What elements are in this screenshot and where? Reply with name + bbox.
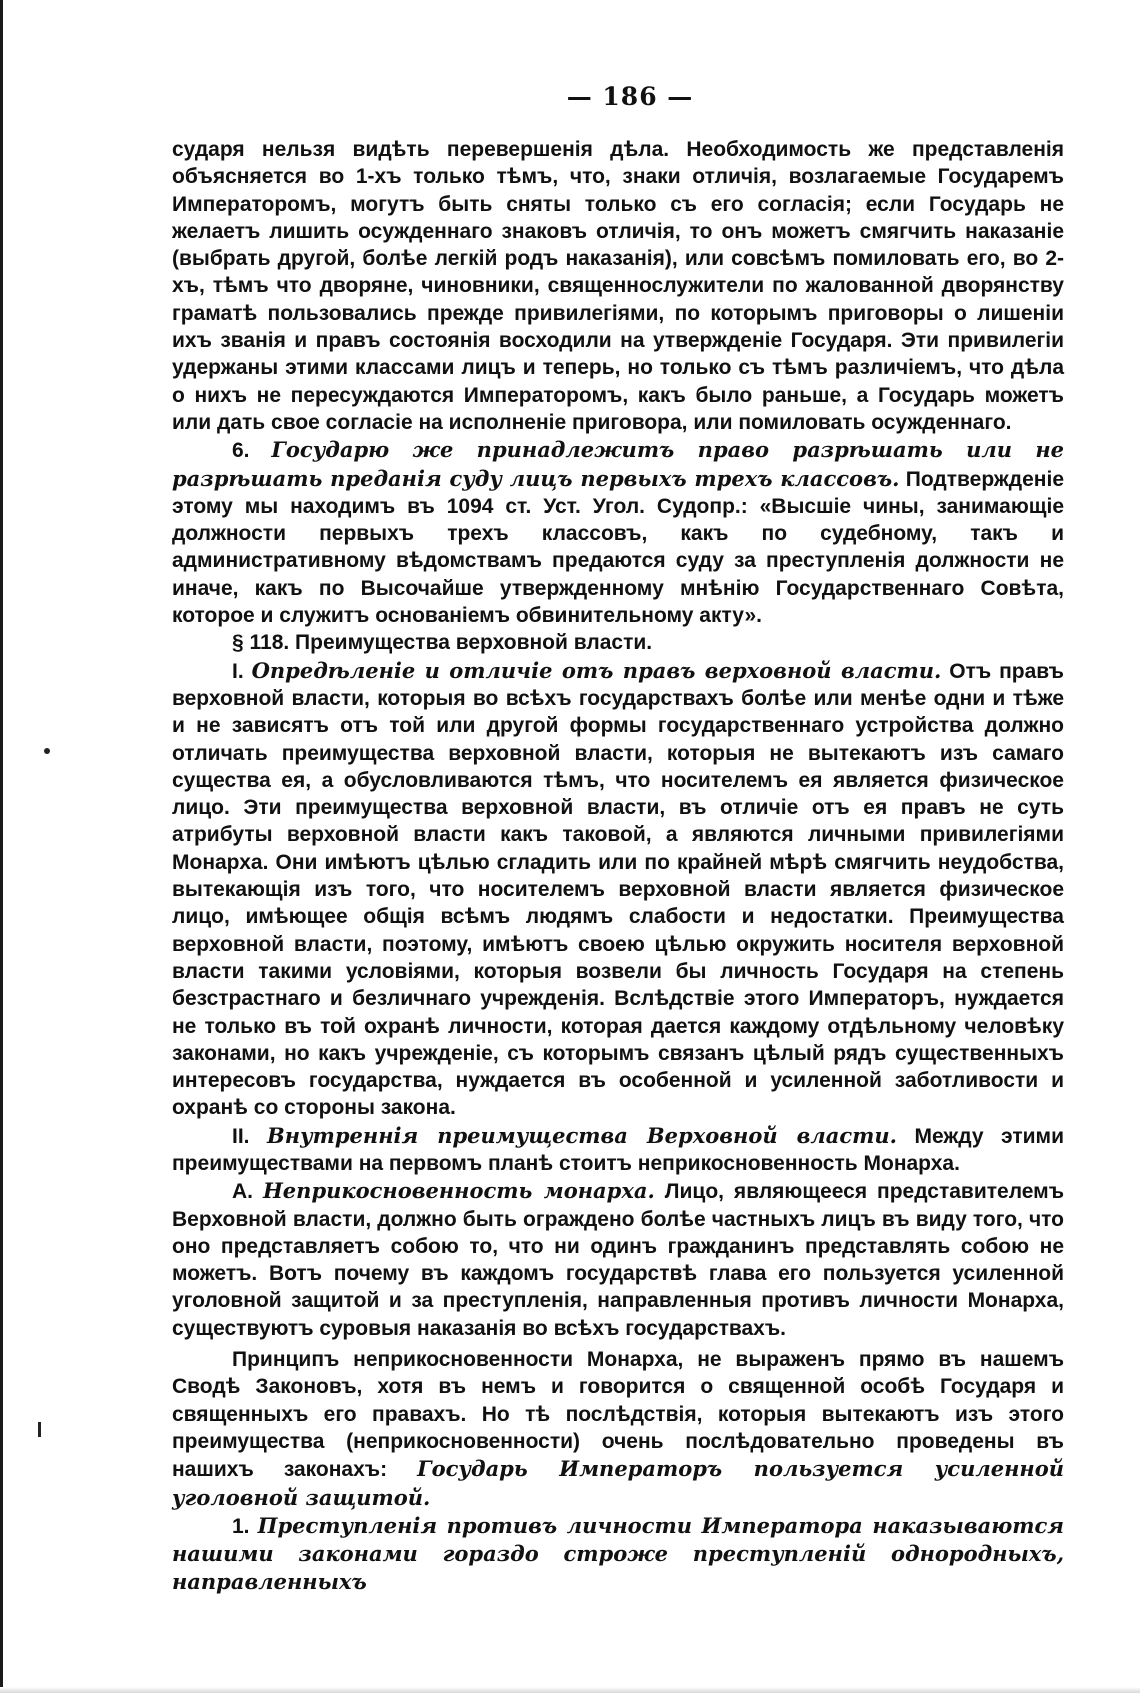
paragraph-6-text: Принципъ неприкосновенности Монарха, не выраженъ прямо въ нашемъ Сводѣ Законовъ, хотя въ немъ и говорится о священной особѣ Государя и священныхъ его правахъ. Но тѣ послѣдствія, которыя вытекаютъ изъ этого преимущества (неприкосновенности) очень послѣдовательно проведены въ нашихъ законахъ:: [172, 1348, 1064, 1482]
paragraph-7-number: 1.: [232, 1514, 250, 1538]
paragraph-1: сударя нельзя видѣть перевершенія дѣла. Необходимость же представленія объясняется во 1-хъ только тѣмъ, что, знаки отличія, возлагаемые Государемъ Императоромъ, могутъ быть сняты только съ его согласія; если Государь не желаетъ лишить осужденнаго знаковъ отличія, то онъ можетъ смягчить наказаніе (выбрать другой, болѣе легкій родъ наказанія), или совсѣмъ помиловать его, во 2-хъ, тѣмъ что дворяне, чиновники, священнослужители по жалованной дворянству граматѣ пользовались прежде привилегіями, по которымъ приговоры о лишеніи ихъ званія и правъ состоянія восходили на утвержденіе Государя. Эти привилегіи удержаны этими классами лицъ и теперь, но только съ тѣмъ различіемъ, что дѣла о нихъ не пересуждаются Императоромъ, какъ было раньше, а Государь можетъ или дать свое согласіе на исполненіе приговора, или помиловать осужденнаго.: [172, 138, 1064, 434]
paragraph-4: [172, 1122, 1064, 1178]
page-number: — 186 —: [566, 82, 694, 111]
paragraph-5-number: А.: [232, 1180, 253, 1204]
paragraph-2-number: 6.: [232, 439, 250, 463]
paragraph-6: [172, 1346, 1064, 1512]
paragraph-5-italic: Неприкосновенность монарха.: [262, 1178, 655, 1204]
paragraph-3-number: I.: [232, 659, 244, 683]
margin-tick: [38, 1422, 41, 1437]
paragraph-3: [172, 657, 1064, 1122]
paragraph-7: [172, 1512, 1064, 1597]
paragraph-5-text: Лицо, являющееся представителемъ Верховной власти, должно быть ограждено болѣе частныхъ лицъ въ виду того, что оно представляетъ собою то, что ни одинъ гражданинъ представлять собою не можетъ. Вотъ почему въ каждомъ государствѣ глава его пользуется усиленной уголовной защитой и за преступленія, направленныя противъ личности Монарха, существуютъ суровыя наказанія во всѣхъ государствахъ.: [172, 1180, 1065, 1340]
margin-dot: [44, 748, 50, 754]
paragraph-4-number: II.: [232, 1124, 250, 1148]
paragraph-5: [172, 1177, 1064, 1342]
body-text: [172, 136, 1064, 1597]
paragraph-7-italic: Преступленія противъ личности Императора наказываются нашими законами гораздо строже преступленій однородныхъ, направленныхъ: [172, 1512, 1065, 1595]
paragraph-2: [172, 436, 1064, 629]
paragraph-2-text: Подтвержденіе этому мы находимъ въ 1094 ст. Уст. Угол. Судопр.: «Высшіе чины, занимающіе должности первыхъ трехъ классовъ, какъ по судебному, такъ и административному вѣдомствамъ предаются суду за преступленія должности не иначе, какъ по Высочайше утвержденному мнѣнію Государственнаго Совѣта, которое и служитъ основаніемъ обвинительному акту».: [172, 467, 1064, 628]
paragraph-6-italic: Государь Императоръ пользуется усиленной уголовной защитой.: [172, 1456, 1064, 1510]
paragraph-4-text: Между этими преимуществами на первомъ планѣ стоитъ неприкосновенность Монарха.: [172, 1124, 1064, 1175]
paragraph-3-italic: Опредѣленіе и отличіе отъ правъ верховной власти.: [251, 657, 942, 683]
paragraph-2-italic: Государю же принадлежитъ право разрѣшать или не разрѣшать преданія суду лицъ первыхъ трехъ классовъ.: [172, 437, 1064, 491]
paragraph-3-text: Отъ правъ верховной власти, которыя во всѣхъ государствахъ болѣе или менѣе одни и тѣже и не зависятъ отъ той или другой формы государственнаго устройства должно отличать преимущества верховной власти, которыя не вытекаютъ изъ самаго существа ея, а обусловливаются тѣмъ, что носителемъ ея является физическое лицо. Эти преимущества верховной власти, въ отличіе отъ ея правъ не суть атрибуты верховной власти какъ таковой, а являются личными привилегіями Монарха. Они имѣютъ цѣлью сгладить или по крайней мѣрѣ смягчить неудобства, вытекающія изъ того, что носителемъ верховной власти является физическое лицо, имѣющее общія всѣмъ людямъ слабости и недостатки. Преимущества верховной власти, поэтому, имѣютъ своею цѣлью окружить носителя верховной власти такими условіями, которыя возвели бы личность Государя на степень безстрастнаго и безличнаго учрежденія. Вслѣдствіе этого Императоръ, нуждается не только въ той охранѣ личности, которая дается каждому отдѣльному человѣку законами, но какъ учрежденіе, съ которымъ связанъ цѣлый рядъ существенныхъ интересовъ государства, нуждается въ особенной и усиленной заботливости и охранѣ со стороны закона.: [172, 659, 1064, 1120]
paragraph-4-italic: Внутреннія преимущества Верховной власти.: [267, 1122, 897, 1148]
section-heading: § 118. Преимущества верховной власти.: [232, 631, 653, 655]
page-bottom-edge: [0, 1687, 1140, 1693]
page-edge-line: [0, 0, 3, 1693]
